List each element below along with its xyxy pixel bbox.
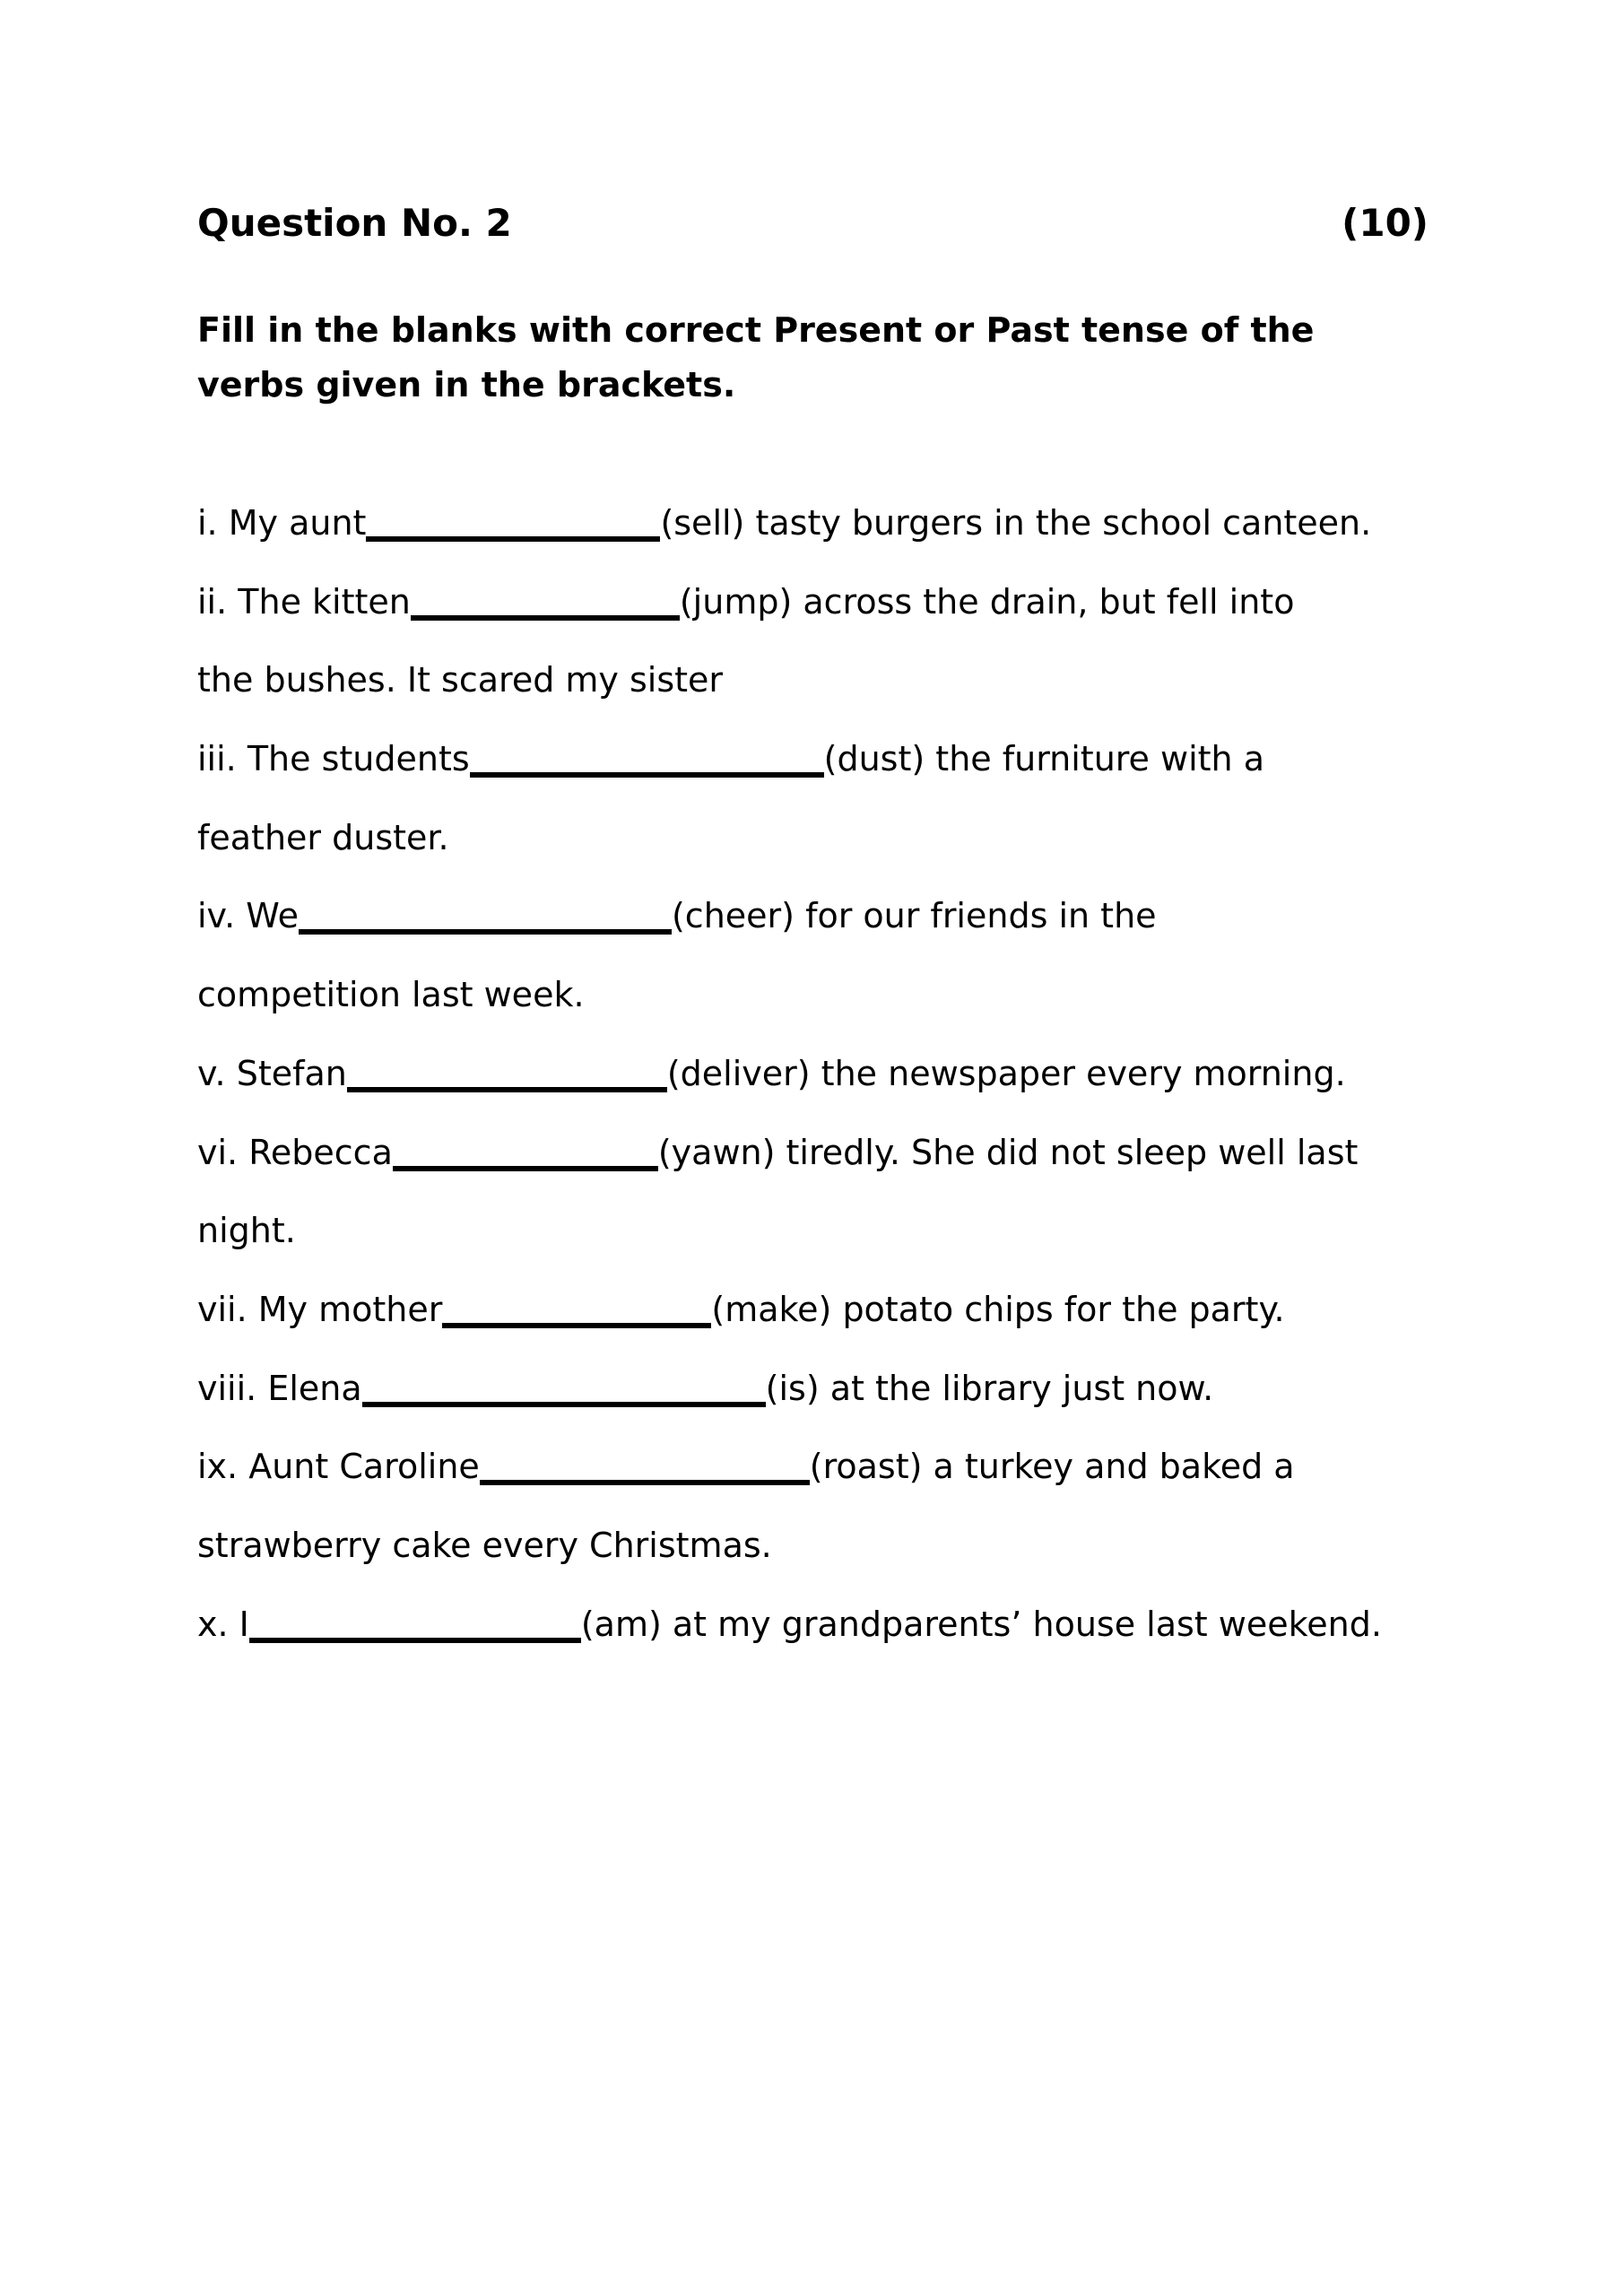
line-text: (make) potato chips for the party. — [711, 1289, 1285, 1329]
blank-underline — [347, 1064, 667, 1092]
blank-underline — [393, 1143, 658, 1171]
exercise-line — [197, 641, 1624, 720]
blank-underline — [362, 1378, 766, 1407]
line-text: strawberry cake every Christmas. — [197, 1525, 772, 1565]
exercise-lines — [197, 484, 1624, 1664]
instruction-text — [197, 303, 1489, 413]
line-text: feather duster. — [197, 817, 449, 857]
line-text: (jump) across the drain, but fell into — [679, 581, 1295, 622]
exercise-line — [197, 563, 1624, 642]
question-header — [197, 201, 1429, 245]
line-text: (deliver) the newspaper every morning. — [666, 1053, 1346, 1093]
exercise-line — [197, 1428, 1624, 1507]
line-text: (yawn) tiredly. She did not sleep well last — [657, 1132, 1359, 1172]
line-text: competition last week. — [197, 975, 585, 1015]
line-text: (roast) a turkey and baked a — [809, 1447, 1295, 1487]
exercise-line — [197, 1271, 1624, 1350]
blank-underline — [366, 513, 660, 542]
line-text: viii. Elena — [197, 1368, 362, 1408]
marks-badge: (10) — [1342, 201, 1429, 245]
instruction-line: verbs given in the brackets. — [197, 365, 736, 404]
blank-underline — [442, 1300, 711, 1328]
exercise-line — [197, 956, 1624, 1035]
exercise-line — [197, 1114, 1624, 1193]
exercise-line — [197, 1035, 1624, 1114]
blank-underline — [249, 1614, 581, 1643]
exercise-line — [197, 720, 1624, 799]
question-title: Question No. 2 — [197, 201, 512, 245]
exercise-line — [197, 1192, 1624, 1271]
line-text: (dust) the furniture with a — [823, 739, 1265, 779]
line-text: vi. Rebecca — [197, 1132, 393, 1172]
exercise-line — [197, 799, 1624, 878]
line-text: v. Stefan — [197, 1053, 347, 1093]
blank-underline — [470, 749, 824, 778]
exercise-line — [197, 1586, 1624, 1665]
blank-underline — [480, 1457, 810, 1485]
exercise-line — [197, 1350, 1624, 1429]
exercise-line — [197, 877, 1624, 956]
line-text: i. My aunt — [197, 503, 367, 543]
line-text: night. — [197, 1211, 296, 1251]
line-text: ii. The kitten — [197, 581, 411, 622]
line-text: the bushes. It scared my sister — [197, 660, 724, 700]
line-text: (am) at my grandparents’ house last weekend. — [580, 1604, 1382, 1644]
exercise-line — [197, 1507, 1624, 1586]
line-text: (cheer) for our friends in the — [671, 896, 1157, 936]
line-text: (sell) tasty burgers in the school canteen. — [660, 503, 1372, 543]
line-text: iv. We — [197, 896, 299, 936]
line-text: vii. My mother — [197, 1289, 443, 1329]
line-text: (is) at the library just now. — [765, 1368, 1214, 1408]
instruction-line: Fill in the blanks with correct Present or Past tense of the — [197, 310, 1315, 350]
line-text: ix. Aunt Caroline — [197, 1447, 480, 1487]
blank-underline — [411, 592, 680, 621]
line-text: iii. The students — [197, 739, 470, 779]
exercise-line — [197, 484, 1624, 563]
line-text: x. I — [197, 1604, 249, 1644]
blank-underline — [299, 906, 672, 935]
